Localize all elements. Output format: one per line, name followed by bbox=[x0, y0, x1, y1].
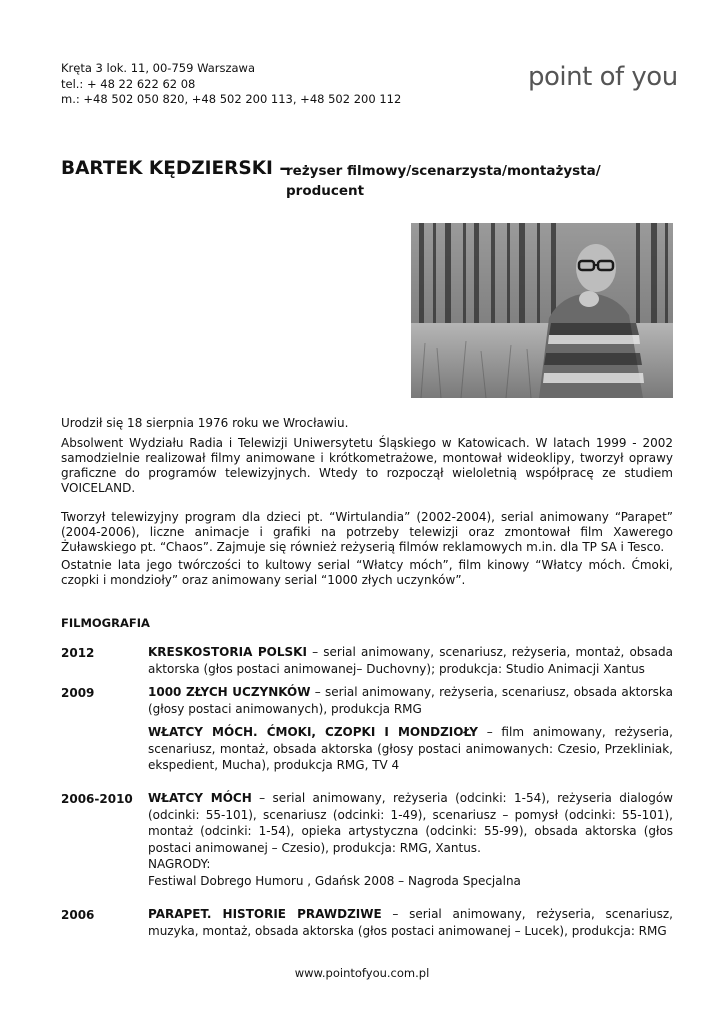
address-block bbox=[61, 61, 401, 108]
filmography-entry bbox=[148, 724, 673, 774]
entry-title: WŁATCY MÓCH bbox=[148, 791, 252, 805]
company-logo bbox=[528, 62, 678, 92]
filmography-entry bbox=[148, 644, 673, 677]
entry-year: 2009 bbox=[61, 686, 95, 700]
entry-title: PARAPET. HISTORIE PRAWDZIWE bbox=[148, 907, 382, 921]
award-item: Festiwal Dobrego Humoru , Gdańsk 2008 – Nagroda Specjalna bbox=[148, 873, 521, 888]
entry-description: – serial animowany, scenariusz, reżyseria, montaż, obsada aktorska (głos postaci animowanej– Duchovny); produkcja: Studio Animacji Xantus bbox=[148, 645, 673, 676]
awards-label: NAGRODY: bbox=[148, 857, 211, 871]
bio-paragraph: Urodził się 18 sierpnia 1976 roku we Wrocławiu. bbox=[61, 416, 349, 430]
entry-title: WŁATCY MÓCH. ĆMOKI, CZOPKI I MONDZIOŁY bbox=[148, 725, 478, 739]
filmography-entry bbox=[148, 906, 673, 939]
entry-description: – serial animowany, reżyseria (odcinki: 1-54), reżyseria dialogów (odcinki: 55-101), scenariusz (odcinki: 1-49), scenariusz – pomysł (odcinki: 55-101), montaż (odcinki: 1-54), opieka artystyczna (odcinki: 55-99), obsada aktorska (głos postaci animowanej – Czesio), produkcja: RMG, Xantus. bbox=[148, 791, 673, 855]
entry-year: 2006 bbox=[61, 908, 95, 922]
person-roles: reżyser filmowy/scenarzysta/montażysta/ producent bbox=[286, 163, 601, 199]
logo-text: point of you bbox=[528, 62, 678, 92]
entry-title: KRESKOSTORIA POLSKI bbox=[148, 645, 307, 659]
bio-paragraph: Absolwent Wydziału Radia i Telewizji Uniwersytetu Śląskiego w Katowicach. W latach 1999 - 2002 samodzielnie realizował filmy animowane i krótkometrażowe, montował wideoklipy, tworzył oprawy graficzne do programów telewizyjnych. Wtedy to rozpoczął wieloletnią współpracę ze studiem VOICELAND. bbox=[61, 436, 673, 495]
bio-paragraph: Ostatnie lata jego twórczości to kultowy serial “Włatcy móch”, film kinowy “Włatcy móch. Ćmoki, czopki i mondzioły” oraz animowany serial “1000 złych uczynków”. bbox=[61, 558, 673, 587]
person-name: BARTEK KĘDZIERSKI – bbox=[61, 158, 289, 179]
entry-description: – film animowany, reżyseria, scenariusz, montaż, obsada aktorska (głosy postaci animowanych: Czesio, Przekliniak, ekspedient, Mucha), produkcja RMG, TV 4 bbox=[148, 725, 673, 772]
mobile-line: m.: +48 502 050 820, +48 502 200 113, +48 502 200 112 bbox=[61, 92, 402, 106]
entry-description: – serial animowany, reżyseria, scenariusz, obsada aktorska (głosy postaci animowanych), produkcja RMG bbox=[148, 685, 674, 716]
portrait-photo bbox=[411, 223, 673, 398]
address-line: Kręta 3 lok. 11, 00-759 Warszawa bbox=[61, 61, 256, 75]
footer-website: www.pointofyou.com.pl bbox=[294, 966, 430, 980]
entry-year: 2012 bbox=[61, 646, 95, 660]
filmography-heading: FILMOGRAFIA bbox=[61, 616, 150, 630]
filmography-entry bbox=[148, 684, 673, 717]
filmography-entry bbox=[148, 790, 673, 889]
bio-paragraph: Tworzył telewizyjny program dla dzieci pt. “Wirtulandia” (2002-2004), serial animowany “Parapet” (2004-2006), liczne animacje i grafiki na potrzeby telewizji oraz zmontował film Xawerego Żuławskiego pt. “Chaos”. Zajmuje się również reżyserią filmów reklamowych m.in. dla TP SA i Tesco. bbox=[61, 510, 673, 554]
entry-title: 1000 ZŁYCH UCZYNKÓW bbox=[148, 685, 311, 699]
entry-year: 2006-2010 bbox=[61, 792, 133, 806]
entry-description: – serial animowany, reżyseria, scenariusz, muzyka, montaż, obsada aktorska (głos postaci animowanej – Lucek), produkcja: RMG bbox=[148, 907, 673, 938]
phone-line: tel.: + 48 22 622 62 08 bbox=[61, 76, 196, 91]
